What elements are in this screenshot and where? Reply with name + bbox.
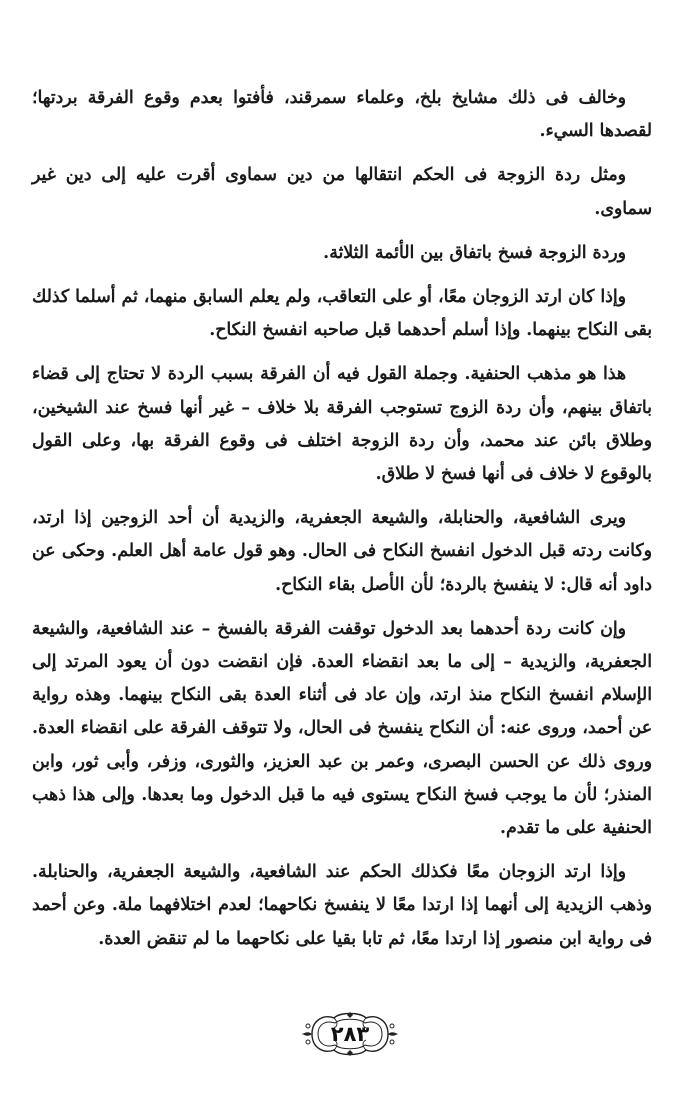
paragraph: وإذا كان ارتد الزوجان معًا، أو على التعاقب، ولم يعلم السابق منهما، ثم أسلما كذلك بقى النكاح بينهما. وإذا أسلم أحدهما قبل صاحبه انفسخ النكاح. <box>32 287 652 341</box>
paragraph: ويرى الشافعية، والحنابلة، والشيعة الجعفرية، والزيدية أن أحد الزوجين إذا ارتد، وكانت ردته قبل الدخول انفسخ النكاح فى الحال. وهو قول عامة أهل العلم. وحكى عن داود أنه قال: لا ينفسخ بالردة؛ لأن الأصل بقاء النكاح. <box>32 508 652 595</box>
body-text <box>32 82 652 967</box>
paragraph: وإذا ارتد الزوجان معًا فكذلك الحكم عند الشافعية، والشيعة الجعفرية، والحنابلة. وذهب الزيدية إلى أنهما إذا ارتدا معًا لا ينفسخ نكاحهما؛ لعدم اختلافهما ملة. وعن أحمد فى رواية ابن منصور إذا ارتدا معًا، ثم تابا بقيا على نكاحهما ما لم تنقض العدة. <box>32 862 652 949</box>
page-number-ornament <box>298 1008 402 1060</box>
paragraph: وردة الزوجة فسخ باتفاق بين الأئمة الثلاثة. <box>323 242 626 263</box>
paragraph: هذا هو مذهب الحنفية. وجملة القول فيه أن الفرقة بسبب الردة لا تحتاج إلى قضاء باتفاق بينهم، وأن ردة الزوج تستوجب الفرقة بلا خلاف – غير أنها فسخ عند الشيخين، وطلاق بائن عند محمد، وأن ردة الزوجة اختلف فى وقوع الفرقة بها، وعلى القول بالوقوع لا خلاف فى أنها فسخ لا طلاق. <box>32 364 652 485</box>
page-number: ٢٨٣ <box>330 1022 370 1046</box>
paragraph: وإن كانت ردة أحدهما بعد الدخول توقفت الفرقة بالفسخ – عند الشافعية، والشيعة الجعفرية، والزيدية – إلى ما بعد انقضاء العدة. فإن انقضت دون أن يعود المرتد إلى الإسلام انفسخ النكاح منذ ارتد، وإن عاد فى أثناء العدة بقى النكاح بينهما. وهذه رواية عن أحمد، وروى عنه: أن النكاح ينفسخ فى الحال، ولا تتوقف الفرقة على انقضاء العدة. وروى ذلك عن الحسن البصرى، وعمر بن عبد العزيز، والثورى، وزفر، وأبى ثور، وابن المنذر؛ لأن ما يوجب فسخ النكاح يستوى فيه ما قبل الدخول وما بعدها. وإلى هذا ذهب الحنفية على ما تقدم. <box>32 618 652 839</box>
paragraph: ومثل ردة الزوجة فى الحكم انتقالها من دين سماوى أقرت عليه إلى دين غير سماوى. <box>32 165 652 219</box>
paragraph: وخالف فى ذلك مشايخ بلخ، وعلماء سمرقند، فأفتوا بعدم وقوع الفرقة بردتها؛ لقصدها السيء. <box>32 88 652 142</box>
